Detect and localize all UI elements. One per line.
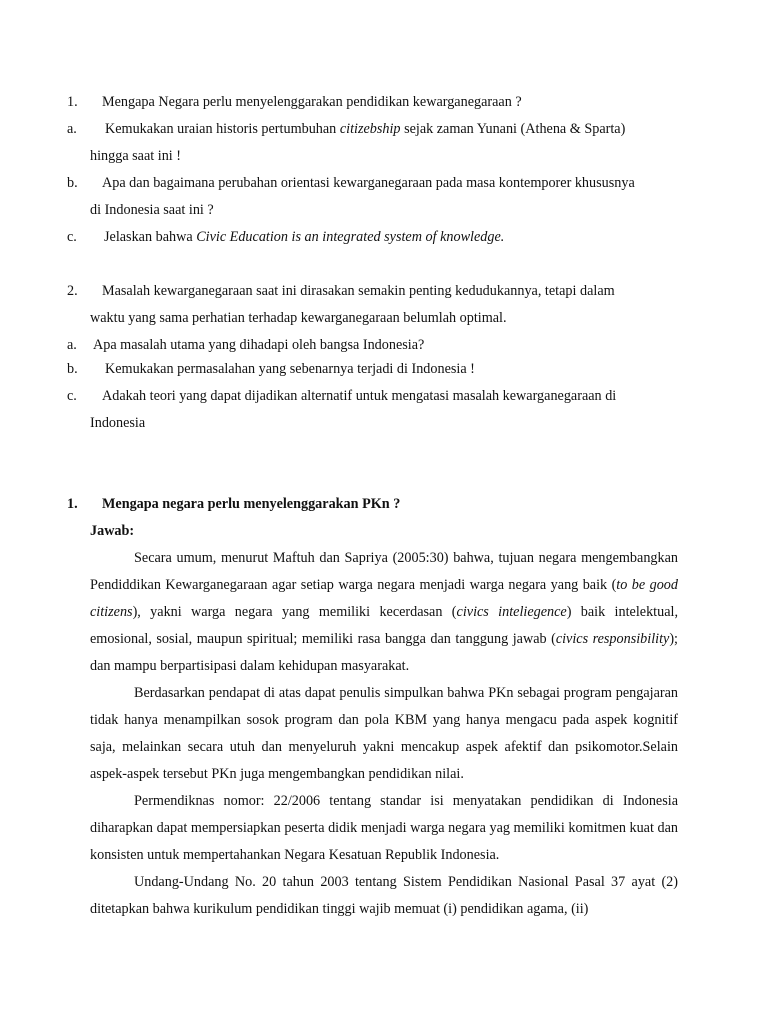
question-text: [67, 224, 678, 251]
text-segment: Berdasarkan pendapat di atas dapat penulis simpulkan bahwa PKn sebagai program pengajaran tidak hanya menampilkan sosok program dan pola KBM yang hanya mengacu pada aspek kognitif saja, melainkan secara utuh dan menyeluruh yakni mencakup aspek afektif dan psikomotor.Selain aspek-aspek tersebut PKn juga mengembangkan pendidikan nilai.: [90, 685, 678, 782]
question-text: Mengapa Negara perlu menyelenggarakan pendidikan kewarganegaraan ?: [102, 94, 522, 110]
paragraph-3: [90, 788, 678, 869]
question-letter: a.: [67, 121, 77, 137]
text-segment: Undang-Undang No. 20 tahun 2003 tentang Sistem Pendidikan Nasional Pasal 37 ayat (2) ditetapkan bahwa kurikulum pendidikan tinggi wajib memuat (i) pendidikan agama, (ii): [90, 874, 678, 917]
question-continuation: di Indonesia saat ini ?: [90, 202, 214, 218]
question-text: Apa dan bagaimana perubahan orientasi kewarganegaraan pada masa kontemporer khususnya: [102, 175, 635, 191]
question-text: Masalah kewarganegaraan saat ini dirasakan semakin penting kedudukannya, tetapi dalam: [102, 283, 615, 299]
paragraph-4: [90, 869, 678, 923]
question-number: 1.: [67, 94, 78, 110]
text-segment: Jelaskan bahwa: [104, 229, 197, 245]
paragraph-1: [90, 545, 678, 680]
question-letter: b.: [67, 175, 78, 191]
question-1a: [67, 116, 678, 170]
indent: [90, 793, 134, 809]
paragraph-2: [90, 680, 678, 788]
italic-term: Civic Education is an integrated system of knowledge.: [196, 229, 505, 245]
text-segment: ); dan mampu berpartisipasi dalam kehidupan masyarakat.: [90, 631, 678, 674]
question-letter: b.: [67, 361, 78, 377]
text-segment: ), yakni warga negara yang memiliki kecerdasan (: [132, 604, 457, 620]
text-segment: ) baik intelektual, emosional, sosial, maupun spiritual; memiliki rasa bangga dan tanggung jawab (: [90, 604, 678, 647]
question-2c: [67, 383, 678, 437]
question-continuation: Indonesia: [90, 415, 146, 431]
italic-term: citizebship: [339, 121, 401, 137]
question-letter: c.: [67, 229, 77, 245]
text-segment: Permendiknas nomor: 22/2006 tentang standar isi menyatakan pendidikan di Indonesia diharapkan dapat mempersiapkan peserta didik menjadi warga negara yag memiliki komitmen kuat dan konsisten untuk mempertahankan Negara Kesatuan Republik Indonesia.: [90, 793, 678, 863]
italic-term: to be good citizens: [90, 577, 678, 620]
question-2b: [67, 356, 678, 383]
question-number: 2.: [67, 283, 78, 299]
question-1b: [67, 170, 678, 224]
question-letter: a.: [67, 337, 77, 353]
heading-number: 1.: [67, 496, 78, 512]
question-continuation: waktu yang sama perhatian terhadap kewarganegaraan belumlah optimal.: [90, 310, 507, 326]
indent: [90, 685, 134, 701]
jawab-label: Jawab:: [90, 523, 135, 539]
heading-text: Mengapa negara perlu menyelenggarakan PKn ?: [102, 496, 401, 512]
text-segment: sejak zaman Yunani (Athena & Sparta): [400, 121, 626, 137]
indent: [90, 550, 134, 566]
question-1: [67, 89, 678, 116]
question-continuation: hingga saat ini !: [90, 148, 182, 164]
question-text: Adakah teori yang dapat dijadikan alternatif untuk mengatasi masalah kewarganegaraan di: [102, 388, 617, 404]
text-segment: Secara umum, menurut Maftuh dan Sapriya (2005:30) bahwa, tujuan negara mengembangkan Pendiddikan Kewarganegaraan agar setiap warga negara menjadi warga negara yang baik (: [90, 550, 678, 593]
text-segment: Kemukakan uraian historis pertumbuhan: [105, 121, 340, 137]
question-2: [67, 278, 678, 332]
italic-term: civics responsibility: [555, 631, 670, 647]
italic-term: civics inteliegence: [456, 604, 567, 620]
question-text: Apa masalah utama yang dihadapi oleh bangsa Indonesia?: [93, 337, 425, 353]
question-2a: [67, 332, 678, 359]
indent: [90, 874, 134, 890]
question-text: [67, 116, 678, 143]
question-letter: c.: [67, 388, 77, 404]
question-1c: [67, 224, 678, 251]
question-text: Kemukakan permasalahan yang sebenarnya terjadi di Indonesia !: [105, 361, 475, 377]
answer-heading: [67, 491, 678, 518]
